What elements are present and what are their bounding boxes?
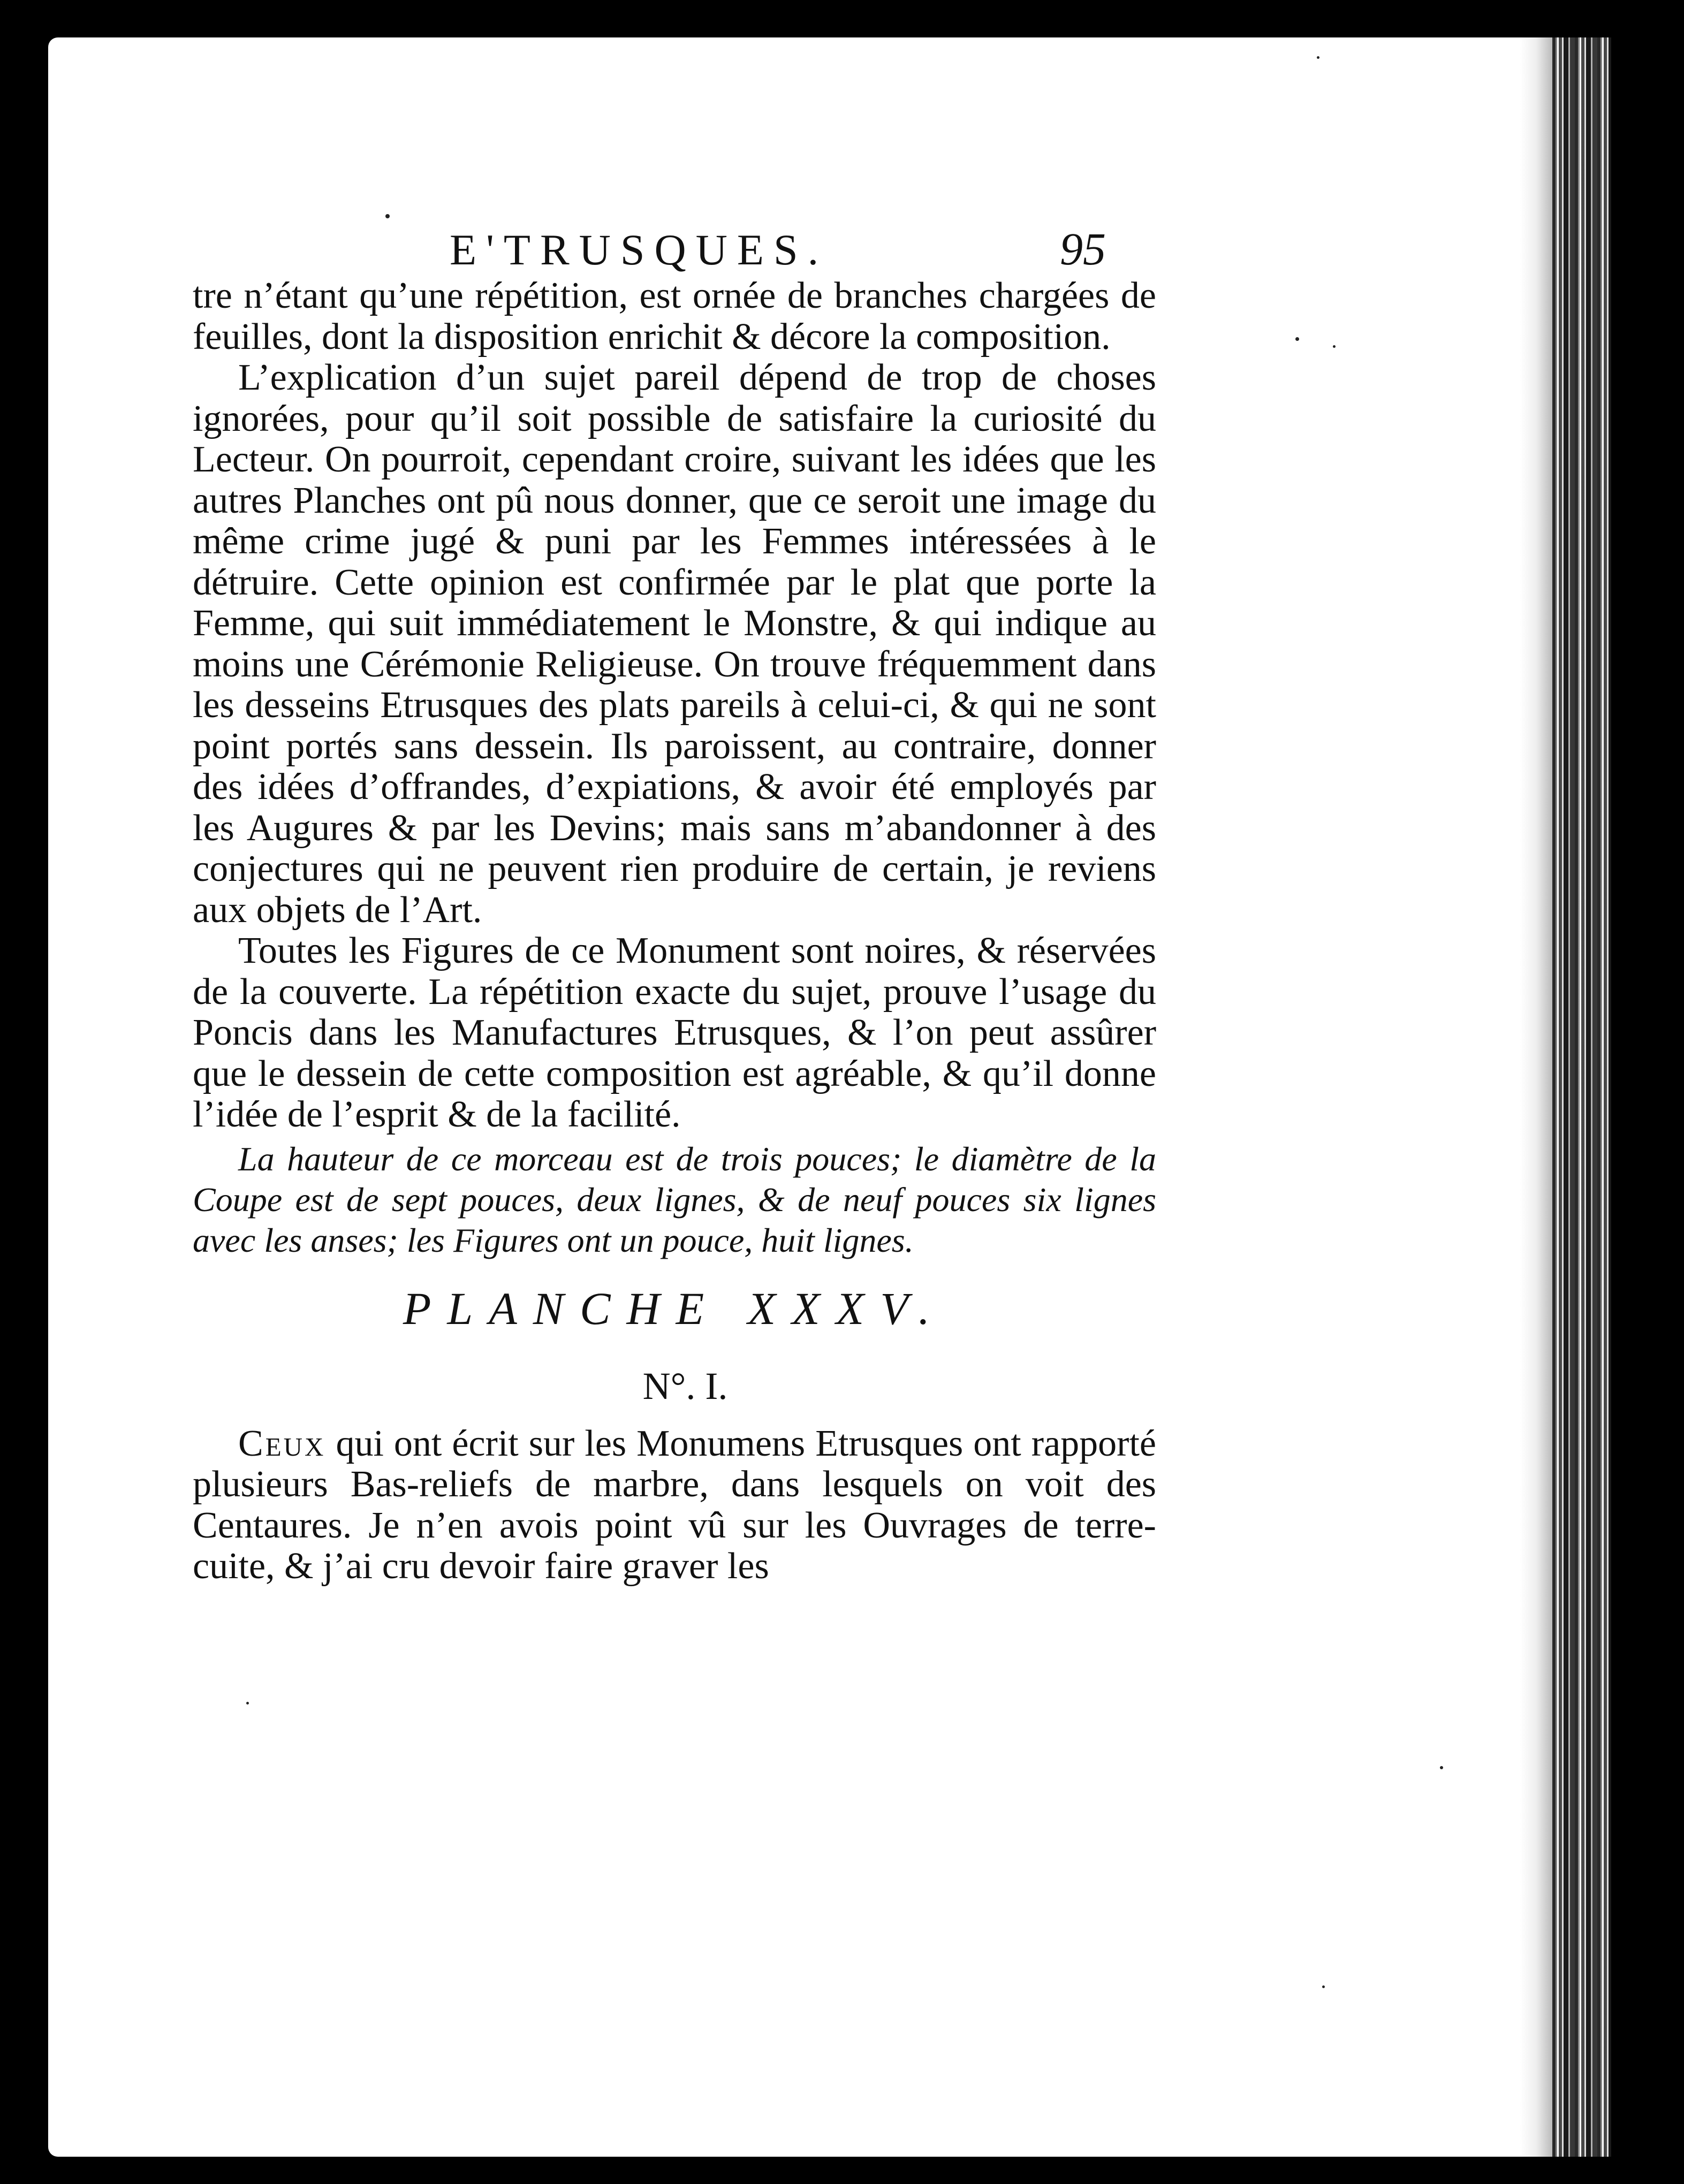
- dust-speck: [1317, 56, 1319, 59]
- dust-speck: [246, 1702, 249, 1704]
- dimensions-note: La hauteur de ce morceau est de trois pouces; le diamètre de la Coupe est de sept pouces, deux lignes, & de neuf pouces six lignes avec les anses; les Figures ont un pouce, huit lignes.: [193, 1139, 1156, 1259]
- dust-speck: [1440, 1766, 1443, 1769]
- plate-number: N°. I.: [642, 1364, 728, 1407]
- paragraph-lead-word: Ceux: [238, 1422, 326, 1464]
- page-gutter: [1552, 37, 1611, 2157]
- dust-speck: [1295, 337, 1299, 341]
- main-text: [193, 276, 1156, 1587]
- paragraph-continuation: tre n’étant qu’une répétition, est ornée de branches chargées de feuilles, dont la disposition enrichit & décore la composition.: [193, 275, 1156, 357]
- page-number: 95: [1060, 223, 1106, 275]
- dust-speck: [1333, 345, 1336, 348]
- paragraph-centaurs: [193, 1424, 1156, 1587]
- paragraph-centaurs-text: qui ont écrit sur les Monumens Etrusques ont rapporté plusieurs Bas-reliefs de marbre, dans lesquels on voit des Centaures. Je n’en avois point vû sur les Ouvrages de terre-cuite, & j’ai cru devoir faire graver les: [193, 1422, 1156, 1587]
- page-gutter-shadow: [1520, 37, 1552, 2157]
- paragraph-figures: Toutes les Figures de ce Monument sont noires, & réservées de la couverte. La répétition exacte du sujet, prouve l’usage du Poncis dans les Manufactures Etrusques, & l’on peut assûrer que le dessein de cette composition est agréable, & qu’il donne l’idée de l’esprit & de la facilité.: [193, 930, 1156, 1135]
- dust-speck: [385, 214, 390, 218]
- plate-title: PLANCHE XXXV.: [403, 1282, 946, 1334]
- running-head: E'TRUSQUES.: [450, 225, 829, 274]
- dust-speck: [1322, 1985, 1325, 1988]
- paragraph-explanation: L’explication d’un sujet pareil dépend de trop de choses ignorées, pour qu’il soit possible de satisfaire la curiosité du Lecteur. On pourroit, cependant croire, suivant les idées que les autres Planches ont pû nous donner, que ce seroit une image du même crime jugé & puni par les Femmes intéressées à le détruire. Cette opinion est confirmée par le plat que porte la Femme, qui suit immédiatement le Monstre, & qui indique au moins une Cérémonie Religieuse. On trouve fréquemment dans les desseins Etrusques des plats pareils à celui-ci, & qui ne sont point portés sans dessein. Ils paroissent, au contraire, donner des idées d’offrandes, d’expiations, & avoir été employés par les Augures & par les Devins; mais sans m’abandonner à des conjectures qui ne peuvent rien produire de certain, je reviens aux objets de l’Art.: [193, 357, 1156, 931]
